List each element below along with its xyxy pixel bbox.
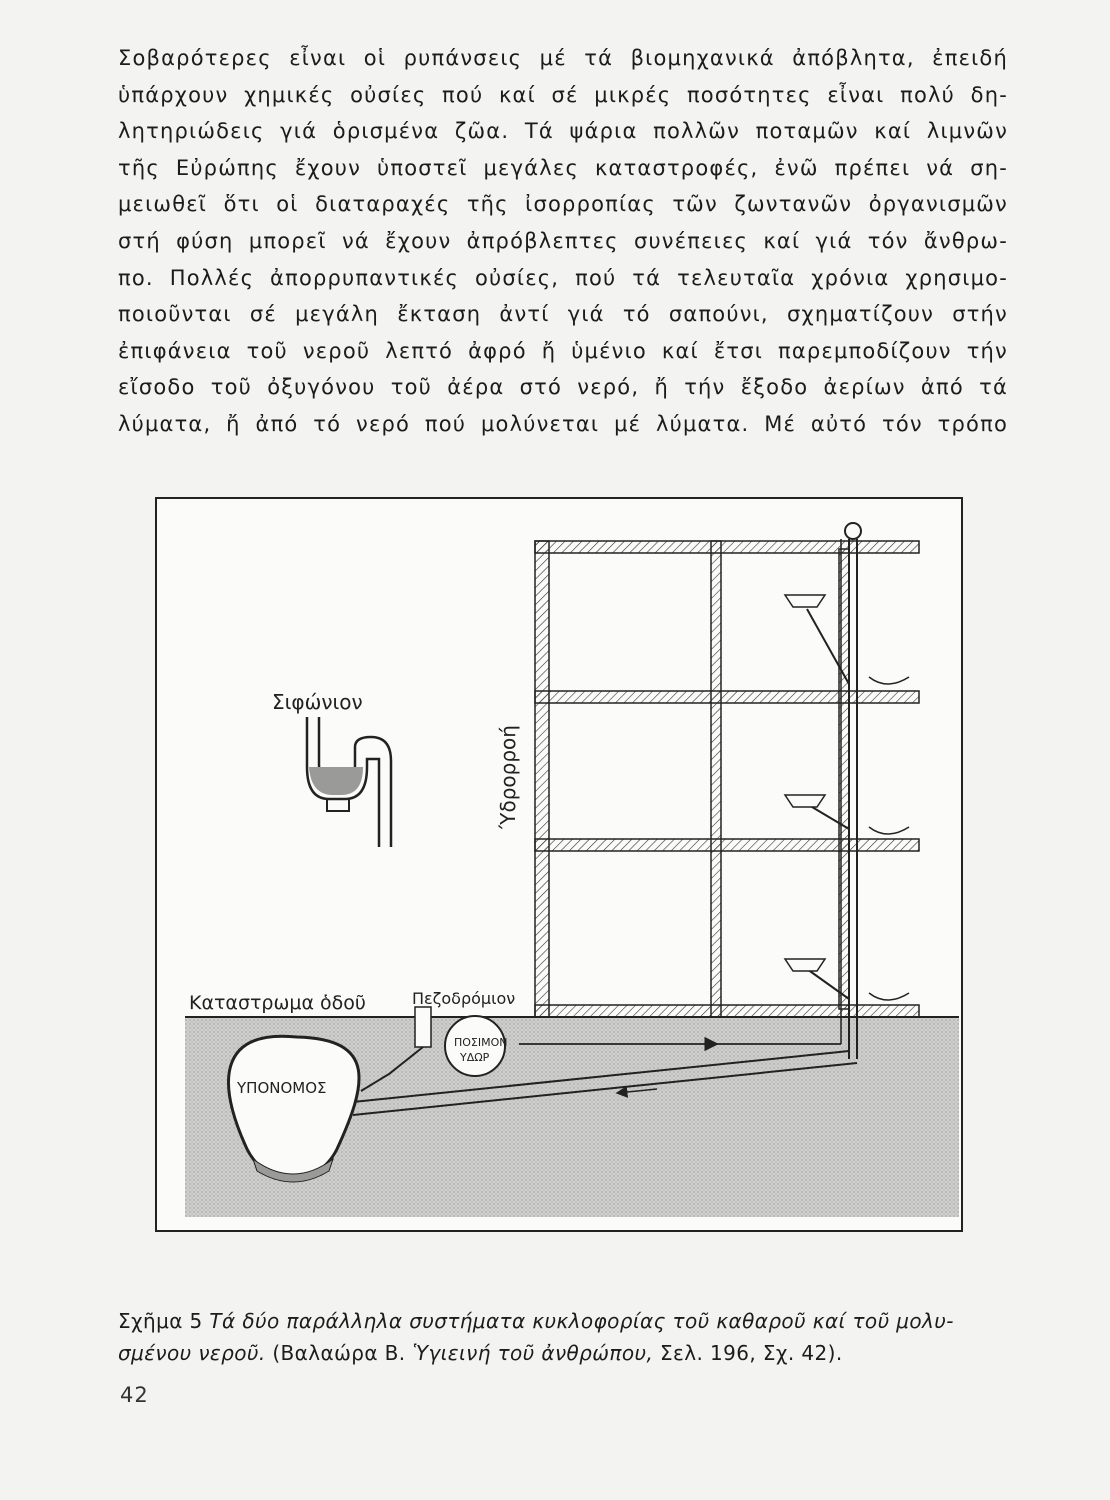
sewer-label: ΥΠΟΝΟΜΟΣ [237, 1079, 327, 1097]
drinking-water-label-1: ΠΟΣΙΜΟΝ [454, 1036, 508, 1049]
paragraph-line: στή φύση μπορεῖ νά ἔχουν ἀπρόβλεπτες συνέπειες καί γιά τόν ἄνθρω- [118, 228, 1008, 253]
page-number: 42 [120, 1383, 149, 1407]
paragraph-line: λητηριώδεις γιά ὁρισμένα ζῶα. Τά ψάρια πολλῶν ποταμῶν καί λιμνῶν [118, 119, 1008, 144]
building [535, 541, 919, 1017]
siphon-label: Σιφώνιον [272, 690, 363, 714]
caption-title: Τά δύο παράλληλα συστήματα κυκλοφορίας τοῦ καθαροῦ καί τοῦ μολυ-σμένου νεροῦ. [118, 1309, 954, 1365]
caption-label: Σχῆμα 5 [118, 1309, 203, 1333]
plumbing-diagram [157, 499, 961, 1230]
paragraph-line: λύματα, ἤ ἀπό τό νερό πού μολύνεται μέ λύματα. Μέ αὐτό τόν τρόπο [118, 411, 1008, 436]
caption-source-suffix: Σελ. 196, Σχ. 42). [653, 1341, 843, 1365]
paragraph-line: Σοβαρότερες εἶναι οἱ ρυπάνσεις μέ τά βιομηχανικά ἀπόβλητα, ἐπειδή [118, 46, 1008, 70]
paragraph-line: ὑπάρχουν χημικές οὐσίες πού καί σέ μικρές ποσότητες εἶναι πολύ δη- [118, 82, 1008, 107]
body-paragraph [118, 40, 1008, 443]
water-supply-label: Ύδρορροή [496, 725, 520, 829]
paragraph-line: πο. Πολλές ἀπορρυπαντικές οὐσίες, πού τά τελευταῖα χρόνια χρησιμο- [118, 265, 1008, 290]
plumbing-figure [155, 497, 963, 1232]
caption-source-prefix: (Βαλαώρα Β. [272, 1341, 413, 1365]
paragraph-line: μειωθεῖ ὅτι οἱ διαταραχές τῆς ἰσορροπίας τῶν ζωντανῶν ὀργανισμῶν [118, 192, 1008, 217]
road-surface-label: Καταστρωμα ὁδοῦ [189, 992, 366, 1014]
figure-caption [118, 1305, 998, 1369]
paragraph-line: ποιοῦνται σέ μεγάλη ἔκταση ἀντί γιά τό σαπούνι, σχηματίζουν στήν [118, 302, 1008, 327]
drinking-water-label-2: ΥΔΩΡ [460, 1051, 490, 1064]
paragraph-line: τῆς Εὐρώπης ἔχουν ὑποστεῖ μεγάλες καταστροφές, ἐνῶ πρέπει νά ση- [118, 155, 1008, 180]
siphon-drawing [307, 717, 391, 847]
paragraph-line: εἴσοδο τοῦ ὀξυγόνου τοῦ ἀέρα στό νερό, ἤ τήν ἔξοδο ἀερίων ἀπό τά [118, 375, 1008, 400]
caption-source-title: Ὑγιεινή τοῦ ἀνθρώπου, [412, 1341, 654, 1365]
sidewalk-label: Πεζοδρόμιον [412, 989, 516, 1008]
paragraph-line: ἐπιφάνεια τοῦ νεροῦ λεπτό ἀφρό ἤ ὑμένιο καί ἔτσι παρεμποδίζουν τήν [118, 338, 1008, 363]
